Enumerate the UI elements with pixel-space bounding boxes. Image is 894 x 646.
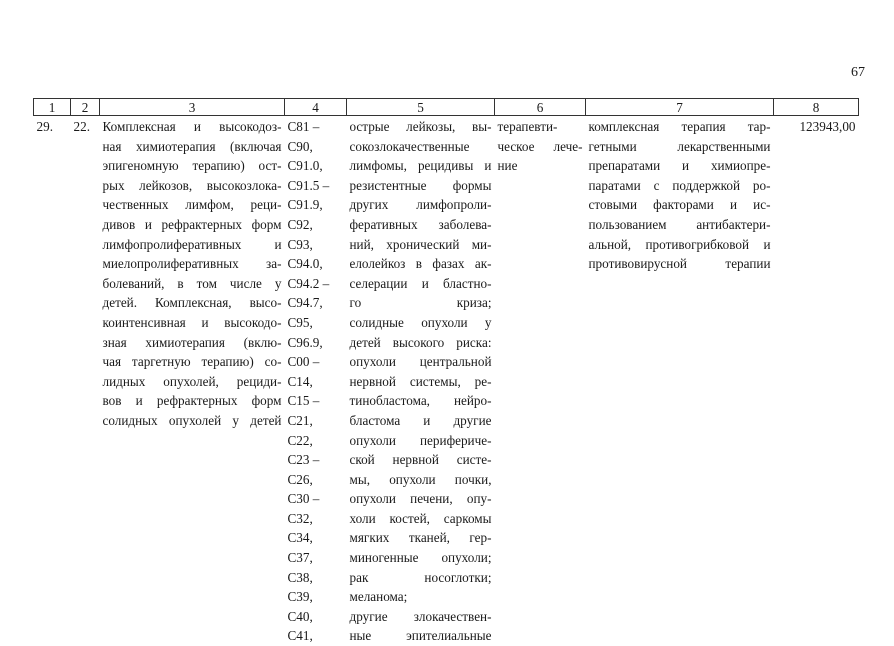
patient-model-line: мягких тканей, гер-: [350, 528, 492, 548]
treatment-description-line: вов и рефрактерных форм: [103, 391, 282, 411]
icd-code-line: C91.5 –: [288, 176, 344, 196]
patient-model-line: опухоли центральной: [350, 352, 492, 372]
treatment-description-line: солидных опухолей у детей: [103, 411, 282, 431]
patient-model-line: холи костей, саркомы: [350, 509, 492, 529]
treatment-type-line: ние: [498, 156, 583, 176]
patient-model-line: детей высокого риска:: [350, 333, 492, 353]
icd-code-line: C22,: [288, 431, 344, 451]
icd-code-line: C00 –: [288, 352, 344, 372]
icd-code-line: C14,: [288, 372, 344, 392]
treatment-type-line: терапевти-: [498, 117, 583, 137]
treatment-method-line: альной, противогрибковой и: [589, 235, 771, 255]
treatment-description-line: Комплексная и высокодоз-: [103, 117, 282, 137]
header-col-5: 5: [347, 99, 495, 116]
icd-code-line: C94.7,: [288, 293, 344, 313]
treatment-method-cell: [586, 116, 774, 646]
icd-code-line: C93,: [288, 235, 344, 255]
header-col-2: 2: [71, 99, 100, 116]
treatment-description-line: чая таргетную терапию) со-: [103, 352, 282, 372]
treatment-method-line: паратами с поддержкой ро-: [589, 176, 771, 196]
icd-code-line: C39,: [288, 587, 344, 607]
header-col-1: 1: [34, 99, 71, 116]
icd-code-line: C32,: [288, 509, 344, 529]
icd-code-line: C34,: [288, 528, 344, 548]
treatment-method-line: стовыми факторами и ис-: [589, 195, 771, 215]
patient-model-line: нервной системы, ре-: [350, 372, 492, 392]
icd-code-line: C23 –: [288, 450, 344, 470]
icd-code-line: C95,: [288, 313, 344, 333]
icd-code-line: C92,: [288, 215, 344, 235]
patient-model-cell: [347, 116, 495, 646]
treatment-description-line: лимфопролиферативных и: [103, 235, 282, 255]
header-col-3: 3: [100, 99, 285, 116]
cost-cell: 123943,00: [774, 116, 859, 646]
icd-code-line: C94.0,: [288, 254, 344, 274]
treatment-description-line: рых лейкозов, высокозлока-: [103, 176, 282, 196]
patient-model-line: опухоли печени, опу-: [350, 489, 492, 509]
icd-code-line: C38,: [288, 568, 344, 588]
treatment-method-line: гетными лекарственными: [589, 137, 771, 157]
patient-model-line: рак носоглотки;: [350, 568, 492, 588]
patient-model-line: го криза;: [350, 293, 492, 313]
treatment-description-line: детей. Комплексная, высо-: [103, 293, 282, 313]
page-number: 67: [851, 64, 865, 82]
icd-code-line: C40,: [288, 607, 344, 627]
patient-model-line: мы, опухоли почки,: [350, 470, 492, 490]
treatment-method-line: противовирусной терапии: [589, 254, 771, 274]
treatment-description-line: лидных опухолей, рециди-: [103, 372, 282, 392]
table-header-row: [34, 99, 859, 116]
patient-model-line: селерации и бластно-: [350, 274, 492, 294]
patient-model-line: сокозлокачественные: [350, 137, 492, 157]
procedures-table: [33, 98, 859, 646]
treatment-description-line: болеваний, в том числе у: [103, 274, 282, 294]
patient-model-line: меланома;: [350, 587, 492, 607]
header-col-4: 4: [285, 99, 347, 116]
icd-code-line: C41,: [288, 626, 344, 646]
table-row: [34, 116, 859, 646]
patient-model-line: другие злокачествен-: [350, 607, 492, 627]
icd-code-line: C91.9,: [288, 195, 344, 215]
treatment-description-line: миелопролиферативных за-: [103, 254, 282, 274]
treatment-type-cell: [495, 116, 586, 646]
treatment-description-line: зная химиотерапия (вклю-: [103, 333, 282, 353]
icd-code-line: C91.0,: [288, 156, 344, 176]
treatment-description-line: коинтенсивная и высокодо-: [103, 313, 282, 333]
header-col-8: 8: [774, 99, 859, 116]
row-number-cell: 29.: [34, 116, 71, 646]
treatment-description-cell: [100, 116, 285, 646]
patient-model-line: бластома и другие: [350, 411, 492, 431]
treatment-description-line: дивов и рефрактерных форм: [103, 215, 282, 235]
patient-model-line: ний, хронический ми-: [350, 235, 492, 255]
patient-model-line: резистентные формы: [350, 176, 492, 196]
icd-code-line: C37,: [288, 548, 344, 568]
icd-codes-cell: [285, 116, 347, 646]
treatment-method-line: пользованием антибактери-: [589, 215, 771, 235]
icd-code-line: C81 –: [288, 117, 344, 137]
treatment-type-line: ческое лече-: [498, 137, 583, 157]
icd-code-line: C26,: [288, 470, 344, 490]
group-number-cell: 22.: [71, 116, 100, 646]
icd-code-line: C15 –: [288, 391, 344, 411]
patient-model-line: солидные опухоли у: [350, 313, 492, 333]
icd-code-line: C90,: [288, 137, 344, 157]
treatment-description-line: ная химиотерапия (включая: [103, 137, 282, 157]
patient-model-line: тинобластома, нейро-: [350, 391, 492, 411]
patient-model-line: ные эпителиальные: [350, 626, 492, 646]
patient-model-line: других лимфопроли-: [350, 195, 492, 215]
treatment-method-line: препаратами и химиопре-: [589, 156, 771, 176]
treatment-description-line: чественных лимфом, реци-: [103, 195, 282, 215]
header-col-7: 7: [586, 99, 774, 116]
treatment-method-line: комплексная терапия тар-: [589, 117, 771, 137]
icd-code-line: C94.2 –: [288, 274, 344, 294]
patient-model-line: лимфомы, рецидивы и: [350, 156, 492, 176]
patient-model-line: феративных заболева-: [350, 215, 492, 235]
patient-model-line: миногенные опухоли;: [350, 548, 492, 568]
patient-model-line: елолейкоз в фазах ак-: [350, 254, 492, 274]
treatment-description-line: эпигеномную терапию) ост-: [103, 156, 282, 176]
icd-code-line: C30 –: [288, 489, 344, 509]
patient-model-line: острые лейкозы, вы-: [350, 117, 492, 137]
patient-model-line: ской нервной систе-: [350, 450, 492, 470]
header-col-6: 6: [495, 99, 586, 116]
patient-model-line: опухоли перифериче-: [350, 431, 492, 451]
icd-code-line: C96.9,: [288, 333, 344, 353]
icd-code-line: C21,: [288, 411, 344, 431]
